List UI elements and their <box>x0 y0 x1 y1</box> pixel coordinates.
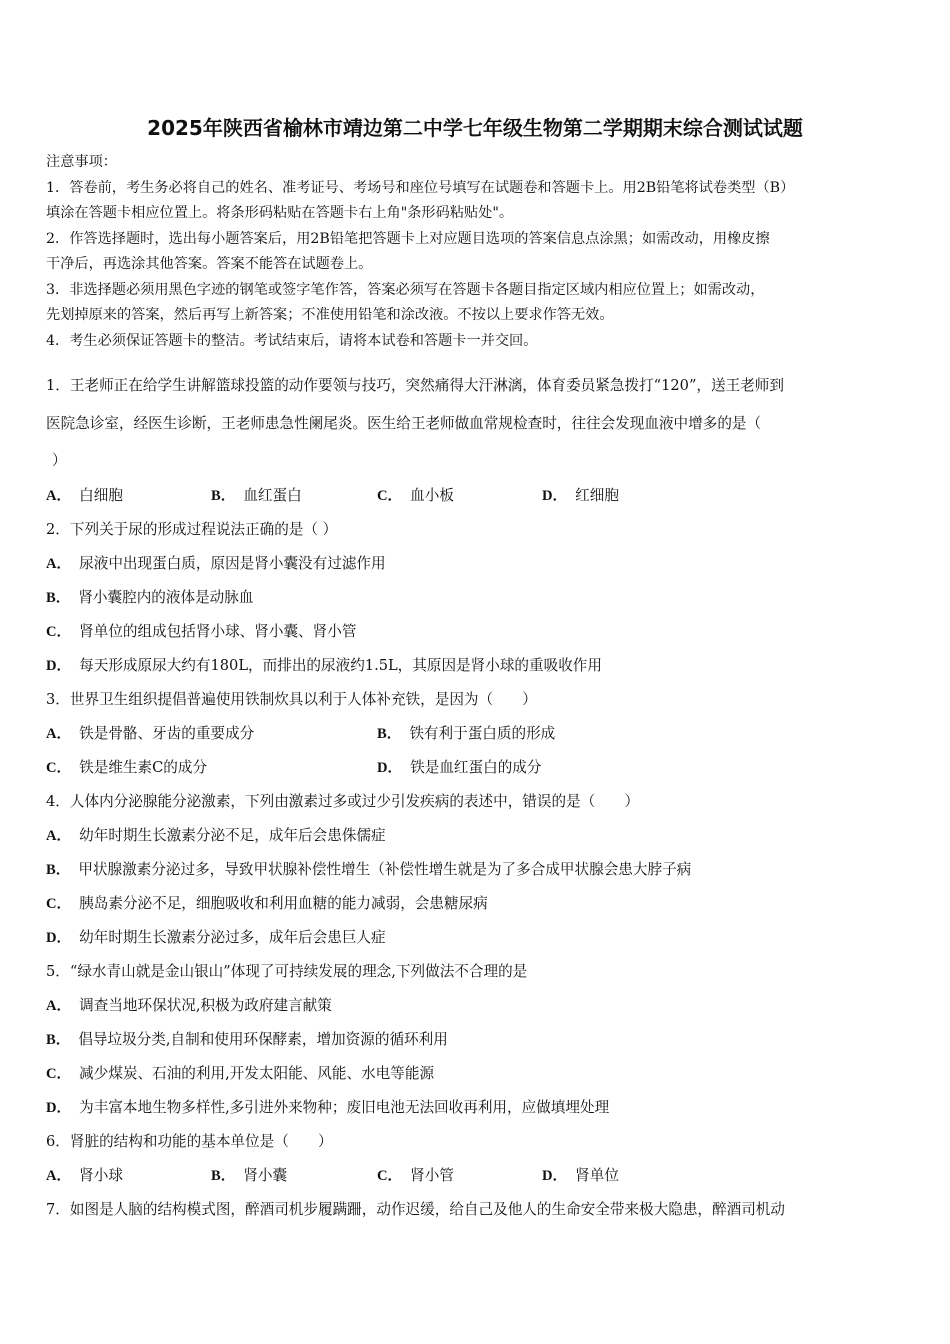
option-letter: D． <box>46 1100 72 1116</box>
option-text: 调查当地环保状况,积极为政府建言献策 <box>79 997 332 1014</box>
question-4-option-b <box>46 858 691 879</box>
notes-line: 干净后，再选涂其他答案。答案不能答在试题卷上。 <box>46 256 373 272</box>
question-4-option-c <box>46 892 488 913</box>
exam-title: 2025年陕西省榆林市靖边第二中学七年级生物第二学期期末综合测试试题 <box>147 116 803 140</box>
question-3-option-a <box>46 722 254 743</box>
option-letter: C． <box>377 488 403 504</box>
notes-line: 1．答卷前，考生务必将自己的姓名、准考证号、考场号和座位号填写在试题卷和答题卡上。用2B铅笔将试卷类型（B） <box>46 179 795 196</box>
option-text: 每天形成原尿大约有180L，而排出的尿液约1.5L，其原因是肾小球的重吸收作用 <box>79 657 602 674</box>
option-text: 减少煤炭、石油的利用,开发太阳能、风能、水电等能源 <box>79 1065 435 1082</box>
option-text: 肾小囊 <box>243 1167 288 1184</box>
question-1-option-b <box>211 484 302 505</box>
option-text: 铁是血红蛋白的成分 <box>410 759 542 776</box>
option-letter: B． <box>46 862 71 878</box>
option-letter: A． <box>46 828 72 844</box>
option-text: 肾单位的组成包括肾小球、肾小囊、肾小管 <box>79 623 357 640</box>
option-text: 甲状腺激素分泌过多，导致甲状腺补偿性增生（补偿性增生就是为了多合成甲状腺会患大脖子病 <box>78 861 692 878</box>
option-letter: A． <box>46 488 72 504</box>
option-letter: B． <box>211 488 236 504</box>
notes-section <box>46 150 908 354</box>
question-1-option-c <box>377 484 454 505</box>
question-4-stem: 4．人体内分泌腺能分泌激素，下列由激素过多或过少引发疾病的表述中，错误的是（ ） <box>46 793 640 810</box>
notes-line: 3．非选择题必须用黑色字迹的钢笔或签字笔作答，答案必须写在答题卡各题目指定区域内相应位置上；如需改动， <box>46 281 765 298</box>
option-text: 铁是维生素C的成分 <box>79 759 208 776</box>
option-text: 肾小管 <box>410 1167 454 1184</box>
question-2-stem: 2．下列关于尿的形成过程说法正确的是（ ） <box>46 521 338 538</box>
question-2-option-a <box>46 552 386 573</box>
question-1-option-d <box>542 484 619 505</box>
option-text: 铁有利于蛋白质的形成 <box>409 725 556 742</box>
question-1-stem-line-1: 1．王老师正在给学生讲解篮球投篮的动作要领与技巧，突然痛得大汗淋漓，体育委员紧急拨打“120”，送王老师到 <box>46 377 784 394</box>
question-5-option-b <box>46 1028 448 1049</box>
option-text: 胰岛素分泌不足，细胞吸收和利用血糖的能力减弱，会患糖尿病 <box>79 895 488 912</box>
notes-line: 4．考生必须保证答题卡的整洁。考试结束后，请将本试卷和答题卡一并交回。 <box>46 332 538 349</box>
option-text: 肾小球 <box>79 1167 123 1184</box>
option-letter: C． <box>46 1066 72 1082</box>
option-letter: D． <box>46 930 72 946</box>
option-letter: A． <box>46 556 72 572</box>
option-letter: B． <box>46 1032 71 1048</box>
option-letter: C． <box>46 624 72 640</box>
question-2-option-b <box>46 586 253 607</box>
question-7-stem: 7．如图是人脑的结构模式图，醉酒司机步履蹒跚，动作迟缓，给自己及他人的生命安全带来极大隐患，醉酒司机动 <box>46 1201 785 1218</box>
question-1-option-a <box>46 484 123 505</box>
option-text: 肾单位 <box>575 1167 619 1184</box>
question-5-option-d <box>46 1096 609 1117</box>
option-letter: B． <box>211 1168 236 1184</box>
question-1-stem-line-3: ） <box>52 452 67 469</box>
option-letter: C． <box>377 1168 403 1184</box>
option-letter: B． <box>377 726 402 742</box>
question-5-option-c <box>46 1062 434 1083</box>
option-text: 倡导垃圾分类,自制和使用环保酵素，增加资源的循环利用 <box>78 1031 448 1048</box>
option-letter: A． <box>46 726 72 742</box>
notes-line: 2．作答选择题时，选出每小题答案后，用2B铅笔把答题卡上对应题目选项的答案信息点涂黑；如需改动，用橡皮擦 <box>46 230 770 247</box>
option-text: 血红蛋白 <box>243 487 302 504</box>
option-letter: D． <box>377 760 403 776</box>
question-4-option-d <box>46 926 386 947</box>
question-6-option-c <box>377 1164 454 1185</box>
option-text: 血小板 <box>410 487 454 504</box>
notes-line: 填涂在答题卡相应位置上。将条形码粘贴在答题卡右上角"条形码粘贴处"。 <box>46 205 514 221</box>
option-text: 幼年时期生长激素分泌过多，成年后会患巨人症 <box>79 929 386 946</box>
option-letter: D． <box>542 1168 568 1184</box>
question-6-option-a <box>46 1164 123 1185</box>
option-letter: C． <box>46 896 72 912</box>
question-6-option-b <box>211 1164 287 1185</box>
question-6-option-d <box>542 1164 619 1185</box>
question-2-option-c <box>46 620 356 641</box>
question-3-option-c <box>46 756 207 777</box>
option-letter: A． <box>46 998 72 1014</box>
option-letter: C． <box>46 760 72 776</box>
question-3-option-d <box>377 756 542 777</box>
question-6-stem: 6．肾脏的结构和功能的基本单位是（ ） <box>46 1133 333 1150</box>
option-text: 肾小囊腔内的液体是动脉血 <box>78 589 254 606</box>
question-5-option-a <box>46 994 332 1015</box>
option-text: 白细胞 <box>79 487 123 504</box>
option-text: 为丰富本地生物多样性,多引进外来物种；废旧电池无法回收再利用，应做填埋处理 <box>79 1099 610 1116</box>
option-text: 幼年时期生长激素分泌不足，成年后会患侏儒症 <box>79 827 386 844</box>
option-text: 尿液中出现蛋白质，原因是肾小囊没有过滤作用 <box>79 555 386 572</box>
question-5-stem: 5．“绿水青山就是金山银山”体现了可持续发展的理念,下列做法不合理的是 <box>46 963 528 980</box>
option-letter: A． <box>46 1168 72 1184</box>
option-letter: B． <box>46 590 71 606</box>
notes-heading: 注意事项： <box>46 154 117 170</box>
question-2-option-d <box>46 654 602 675</box>
question-4-option-a <box>46 824 386 845</box>
notes-line: 先划掉原来的答案，然后再写上新答案；不准使用铅笔和涂改液。不按以上要求作答无效。 <box>46 307 614 323</box>
option-letter: D． <box>542 488 568 504</box>
option-text: 铁是骨骼、牙齿的重要成分 <box>79 725 255 742</box>
question-1-stem-line-2: 医院急诊室，经医生诊断，王老师患急性阑尾炎。医生给王老师做血常规检查时，往往会发现血液中增多的是（ <box>46 415 762 432</box>
question-3-stem: 3．世界卫生组织提倡普遍使用铁制炊具以利于人体补充铁，是因为（ ） <box>46 691 537 708</box>
option-text: 红细胞 <box>575 487 619 504</box>
question-3-option-b <box>377 722 555 743</box>
option-letter: D． <box>46 658 72 674</box>
